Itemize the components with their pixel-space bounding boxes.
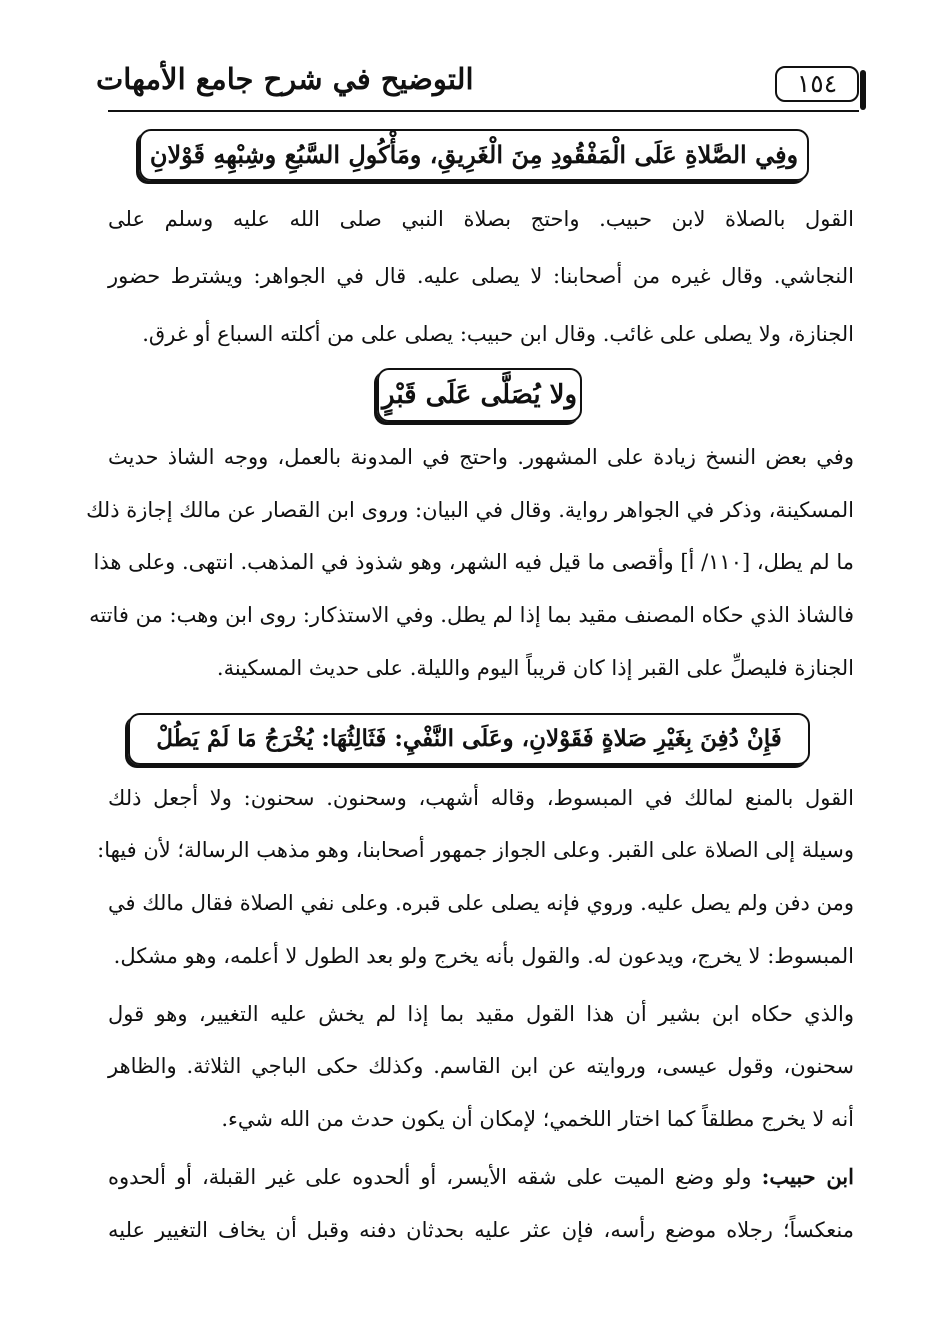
section-heading-missing-dead: وفِي الصَّلاةِ عَلَى الْمَفْقُودِ مِنَ الْغَرِيقِ، ومَأْكُولِ السَّبُعِ وشِبْهِهِ قَوْلانِ: [139, 129, 809, 181]
speaker-name: ابن حبيب:: [761, 1164, 854, 1189]
text-line: المسكينة، وذكر في الجواهر رواية. وقال في البيان: وروى ابن القصار عن مالك إجازة ذلك: [86, 498, 854, 522]
text-line: سحنون، وقول عيسى، وروايته عن ابن القاسم. وكذلك حكى الباجي الثلاثة. والظاهر: [108, 1054, 854, 1078]
text-run: ولو وضع الميت على شقه الأيسر، أو ألحدوه على غير القبلة، أو ألحدوه: [108, 1165, 762, 1189]
text-line: ومن دفن ولم يصل عليه. وروي فإنه يصلى على قبره. وعلى نفي الصلاة فقال مالك في: [108, 891, 854, 915]
text-line: القول بالصلاة لابن حبيب. واحتج بصلاة النبي صلى الله عليه وسلم على: [108, 207, 854, 231]
text-line: النجاشي. وقال غيره من أصحابنا: لا يصلى عليه. قال في الجواهر: ويشترط حضور: [108, 264, 854, 288]
running-title: التوضيح في شرح جامع الأمهات: [96, 62, 474, 96]
section-heading-grave-prayer: ولا يُصَلَّى عَلَى قَبْرٍ: [377, 368, 582, 422]
header-divider: [108, 110, 859, 112]
text-line: القول بالمنع لمالك في المبسوط، وقاله أشهب، وسحنون. سحنون: ولا أجعل ذلك: [108, 786, 854, 810]
page-number: ١٥٤: [775, 66, 859, 102]
text-line: أنه لا يخرج مطلقاً كما اختار اللخمي؛ لإمكان أن يكون حدث من الله شيء.: [221, 1107, 854, 1131]
text-line: والذي حكاه ابن بشير أن هذا القول مقيد بما إذا لم يخش عليه التغيير، وهو قول: [108, 1002, 854, 1026]
text-line: الجنازة فليصلِّ على القبر إذا كان قريباً اليوم والليلة. على حديث المسكينة.: [216, 656, 854, 680]
section-heading-buried-without-prayer: فَإِنْ دُفِنَ بِغَيْرِ صَلاةٍ فَقَوْلانِ، وعَلَى النَّفْيِ: فَثَالِثُهَا: يُخْرَجُ مَا لَمْ يَطُلْ: [128, 713, 810, 765]
text-line: الجنازة، ولا يصلى على غائب. وقال ابن حبيب: يصلى على من أكلته السباع أو غرق.: [142, 322, 854, 346]
text-line: [108, 1159, 854, 1195]
text-line: فالشاذ الذي حكاه المصنف مقيد بما إذا لم يطل. وفي الاستذكار: روى ابن وهب: من فاتته: [89, 603, 854, 627]
page-header: [90, 52, 859, 114]
text-line: وفي بعض النسخ زيادة على المشهور. واحتج في المدونة بالعمل، ووجه الشاذ حديث: [108, 445, 854, 469]
text-line: منعكساً؛ رجلاه موضع رأسه، فإن عثر عليه بحدثان دفنه وقبل أن يخاف التغيير عليه: [108, 1218, 854, 1242]
text-line: وسيلة إلى الصلاة على القبر. وعلى الجواز جمهور أصحابنا، وهو مذهب الرسالة؛ لأن فيها:: [97, 838, 854, 862]
text-line: ما لم يطل، [١١٠/ أ] وأقصى ما قيل فيه الشهر، وهو شذوذ في المذهب. انتهى. وعلى هذا: [93, 550, 854, 574]
text-line: المبسوط: لا يخرج، ويدعون له. والقول بأنه يخرج ولو بعد الطول لا أعلمه، وهو مشكل.: [113, 944, 854, 968]
